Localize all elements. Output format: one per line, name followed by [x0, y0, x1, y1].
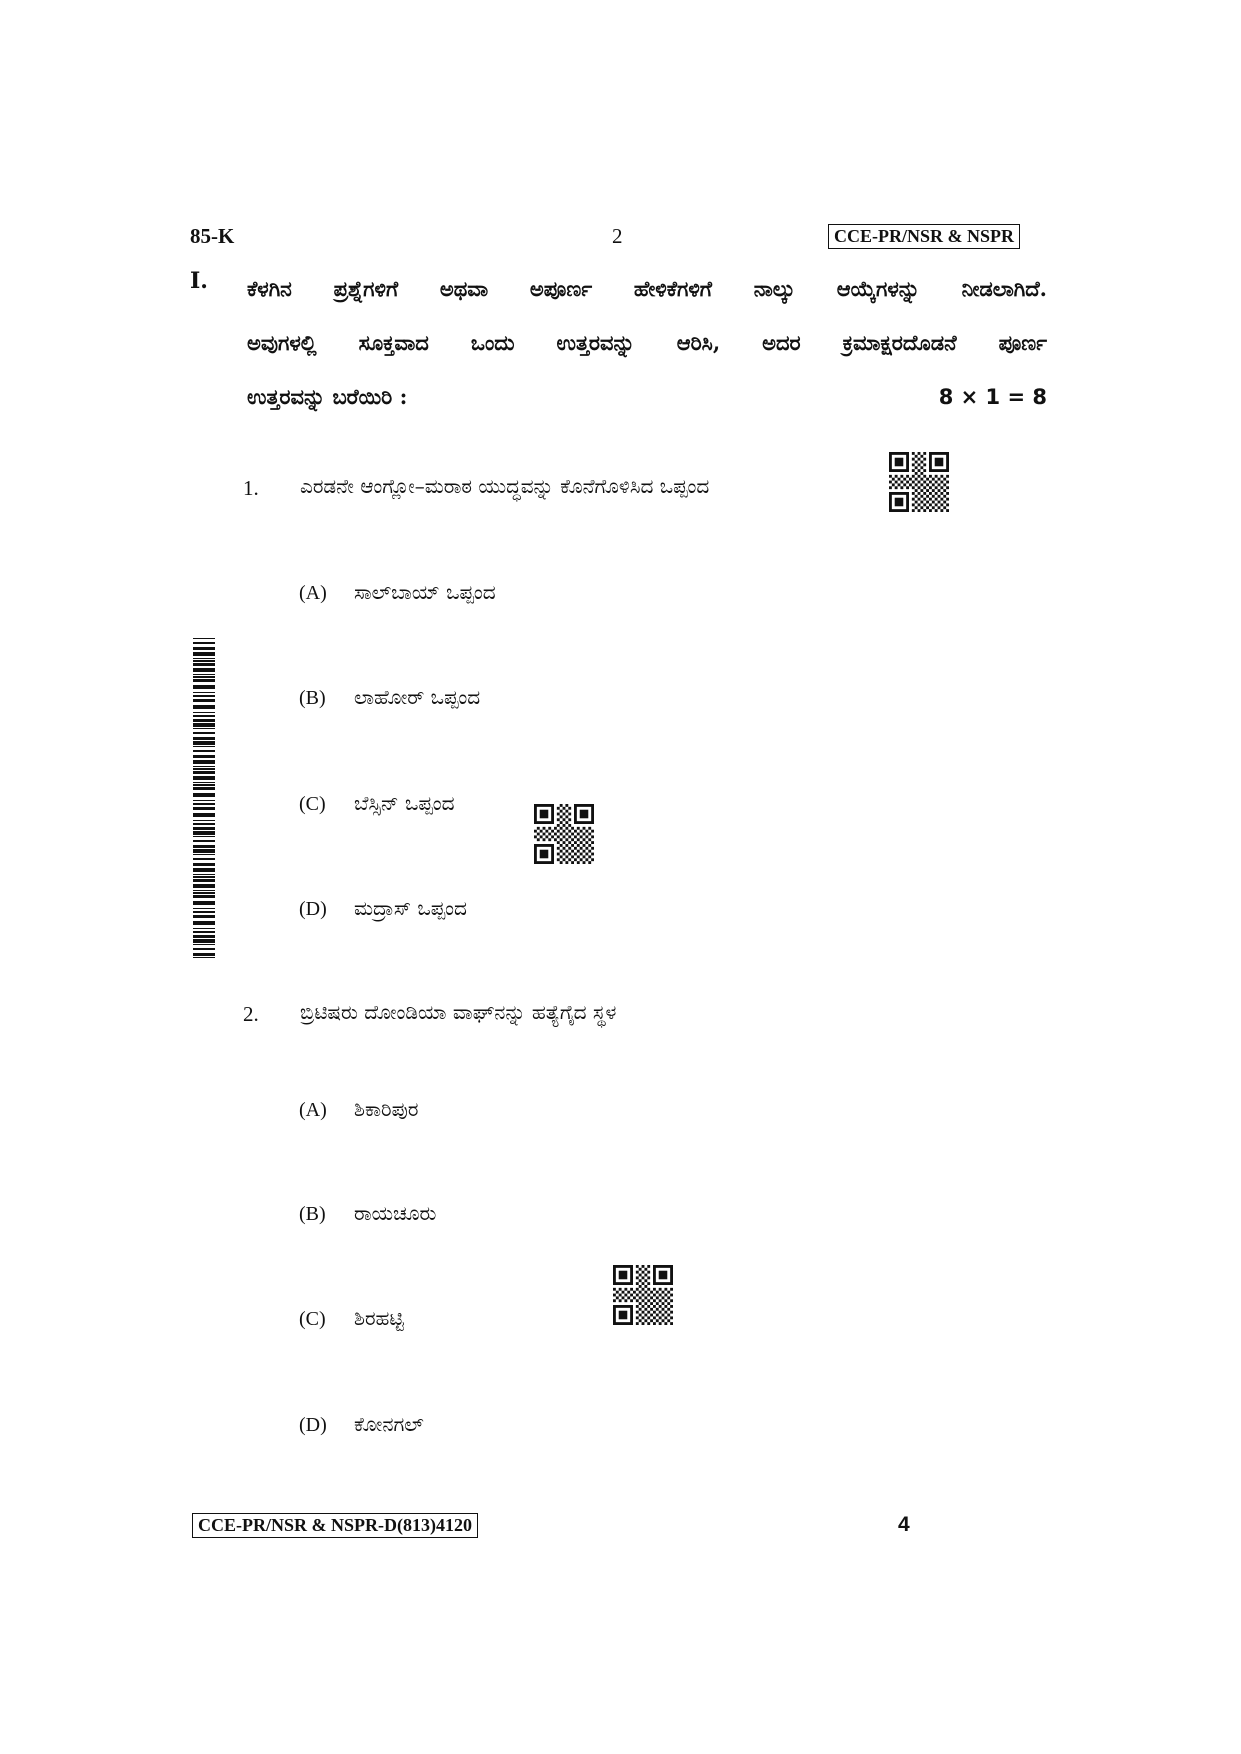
series-code-box: CCE-PR/NSR & NSPR [828, 224, 1020, 249]
footer-page-number: 4 [898, 1513, 910, 1536]
option-label: (A) [299, 582, 327, 604]
option-label: (D) [299, 898, 327, 920]
instruction-last-line [247, 370, 1047, 424]
option-label: (D) [299, 1414, 327, 1436]
section-instruction [247, 262, 1047, 424]
option-label: (C) [299, 1308, 326, 1330]
option [299, 896, 467, 921]
question-number: 2. [243, 1002, 259, 1026]
option [299, 1306, 404, 1331]
option-text: ಶಿರಹಟ್ಟಿ [354, 1306, 404, 1330]
qr-code-icon [613, 1265, 673, 1325]
option [299, 1097, 418, 1122]
instruction-line: ಅವುಗಳಲ್ಲಿ ಸೂಕ್ತವಾದ ಒಂದು ಉತ್ತರವನ್ನು ಆರಿಸಿ, ಅದರ ಕ್ರಮಾಕ್ಷರದೊಡನೆ ಪೂರ್ಣ [247, 330, 1047, 355]
section-number: I. [190, 268, 208, 294]
instruction-line: ಕೆಳಗಿನ ಪ್ರಶ್ನೆಗಳಿಗೆ ಅಥವಾ ಅಪೂರ್ಣ ಹೇಳಿಕೆಗಳಿಗೆ ನಾಲ್ಕು ಆಯ್ಕೆಗಳನ್ನು ನೀಡಲಾಗಿದೆ. [247, 276, 1047, 301]
option-text: ಸಾಲ್‌ಬಾಯ್ ಒಪ್ಪಂದ [354, 580, 496, 604]
option-label: (B) [299, 1203, 326, 1225]
instruction-line: ಉತ್ತರವನ್ನು ಬರೆಯಿರಿ : [247, 384, 408, 409]
option-text: ಲಾಹೋರ್ ಒಪ್ಪಂದ [354, 685, 481, 709]
paper-code: 85-K [190, 224, 235, 248]
qr-code-icon [534, 804, 594, 864]
option [299, 1201, 436, 1226]
marks-scheme: 8 × 1 = 8 [938, 385, 1047, 409]
question-text: ಎರಡನೇ ಆಂಗ್ಲೋ–ಮರಾಠ ಯುದ್ಧವನ್ನು ಕೊನೆಗೊಳಿಸಿದ ಒಪ್ಪಂದ [300, 474, 710, 498]
option [299, 1412, 424, 1437]
option [299, 685, 480, 710]
footer-code-box: CCE-PR/NSR & NSPR-D(813)4120 [192, 1513, 478, 1538]
option-label: (C) [299, 793, 326, 815]
question-number: 1. [243, 476, 259, 500]
barcode-icon [193, 638, 215, 958]
option-text: ಕೋನಗಲ್ [354, 1412, 424, 1436]
option [299, 580, 496, 605]
option-label: (B) [299, 687, 326, 709]
option-text: ರಾಯಚೂರು [354, 1201, 437, 1225]
option [299, 791, 455, 816]
option-label: (A) [299, 1099, 327, 1121]
option-text: ಬೆಸ್ಸಿನ್ ಒಪ್ಪಂದ [354, 791, 455, 815]
option-text: ಮದ್ರಾಸ್ ಒಪ್ಪಂದ [354, 896, 467, 920]
page-number: 2 [612, 224, 623, 248]
qr-code-icon [889, 452, 949, 512]
question-text: ಬ್ರಿಟಿಷರು ದೋಂಡಿಯಾ ವಾಘ್‌ನನ್ನು ಹತ್ಯೆಗೈದ ಸ್ಥಳ [300, 1000, 617, 1024]
option-text: ಶಿಕಾರಿಪುರ [354, 1097, 419, 1121]
